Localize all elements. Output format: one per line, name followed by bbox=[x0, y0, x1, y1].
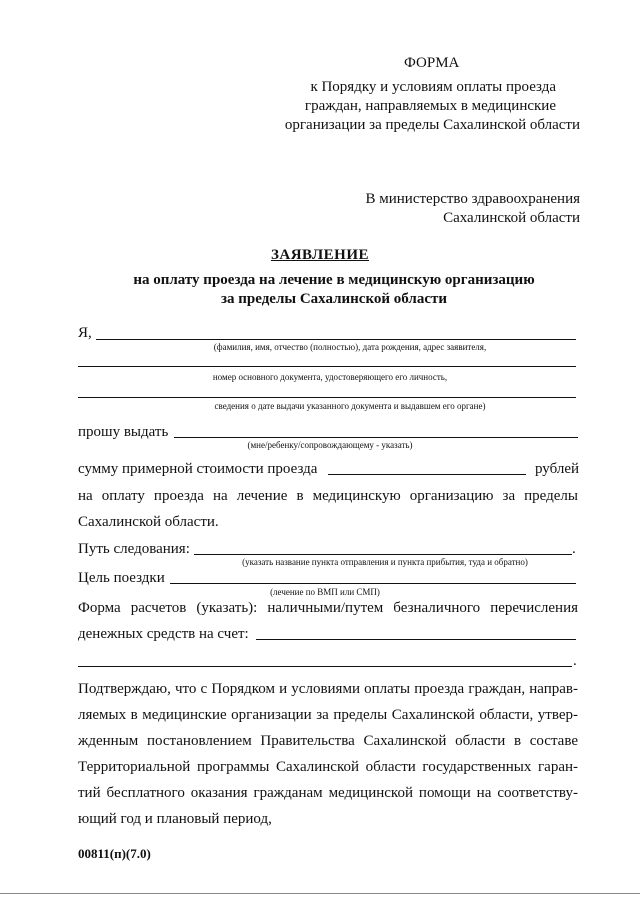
route-field[interactable] bbox=[194, 554, 572, 555]
account-field-2[interactable] bbox=[78, 666, 572, 667]
form-code: 00811(п)(7.0) bbox=[78, 846, 151, 861]
confirmation-line: тий бесплатного оказания гражданам медицинской помощи на соответству- bbox=[78, 785, 578, 801]
page-bottom-rule bbox=[0, 893, 640, 894]
fio-field[interactable] bbox=[96, 339, 576, 340]
document-field[interactable] bbox=[78, 366, 576, 367]
addressee-block bbox=[330, 190, 580, 228]
confirmation-line: жденным постановлением Правительства Сахалинской области в составе bbox=[78, 733, 578, 749]
purpose-text: на оплату проезда на лечение в медицинскую организацию за пределы bbox=[78, 488, 578, 504]
appendix-line: граждан, направляемых в медицинские bbox=[304, 98, 556, 114]
fio-caption: (фамилия, имя, отчество (полностью), дата рождения, адрес заявителя, bbox=[213, 342, 487, 352]
account-label: денежных средств на счет: bbox=[78, 626, 249, 642]
goal-label: Цель поездки bbox=[78, 570, 165, 586]
request-label: прошу выдать bbox=[78, 424, 169, 440]
recipient-caption: (мне/ребенку/сопровождающему - указать) bbox=[247, 440, 413, 450]
goal-field[interactable] bbox=[170, 583, 576, 584]
route-dot: . bbox=[572, 541, 576, 557]
appendix-block bbox=[280, 78, 580, 135]
sum-unit: рублей bbox=[535, 461, 580, 477]
purpose-text-end: Сахалинской области. bbox=[78, 514, 219, 530]
route-label: Путь следования: bbox=[78, 541, 190, 557]
confirmation-line: ляемых в медицинские организации за пределы Сахалинской области, утвер- bbox=[78, 707, 578, 723]
payment-text: Форма расчетов (указать): наличными/путем безналичного перечисления bbox=[78, 600, 578, 616]
recipient-field[interactable] bbox=[174, 437, 578, 438]
document-subtitle bbox=[0, 271, 640, 309]
confirmation-line: ющий год и плановый период, bbox=[78, 811, 272, 827]
issue-caption: сведения о дате выдачи указанного документа и выдавшем его органе) bbox=[214, 401, 486, 411]
document-title: ЗАЯВЛЕНИЕ bbox=[270, 247, 370, 263]
confirmation-paragraph bbox=[78, 676, 578, 832]
appendix-line: организации за пределы Сахалинской области bbox=[284, 117, 580, 133]
account-dot: . bbox=[573, 653, 577, 669]
appendix-line: к Порядку и условиям оплаты проезда bbox=[310, 79, 556, 95]
goal-caption: (лечение по ВМП или СМП) bbox=[270, 587, 380, 597]
account-field[interactable] bbox=[256, 639, 576, 640]
sum-label: сумму примерной стоимости проезда bbox=[78, 461, 318, 477]
addressee-line: Сахалинской области bbox=[443, 210, 580, 226]
form-label: ФОРМА bbox=[404, 55, 460, 71]
confirmation-line: Территориальной программы Сахалинской области государственных гаран- bbox=[78, 759, 578, 775]
route-caption: (указать название пункта отправления и пункта прибытия, туда и обратно) bbox=[242, 557, 528, 567]
ya-label: Я, bbox=[78, 325, 92, 341]
sum-field[interactable] bbox=[328, 474, 526, 475]
subtitle-line: на оплату проезда на лечение в медицинскую организацию bbox=[133, 272, 535, 288]
confirmation-line: Подтверждаю, что с Порядком и условиями оплаты проезда граждан, направ- bbox=[78, 681, 578, 697]
addressee-line: В министерство здравоохранения bbox=[365, 191, 580, 207]
document-caption: номер основного документа, удостоверяющего его личность, bbox=[212, 372, 448, 382]
issue-field[interactable] bbox=[78, 397, 576, 398]
subtitle-line: за пределы Сахалинской области bbox=[220, 291, 448, 307]
